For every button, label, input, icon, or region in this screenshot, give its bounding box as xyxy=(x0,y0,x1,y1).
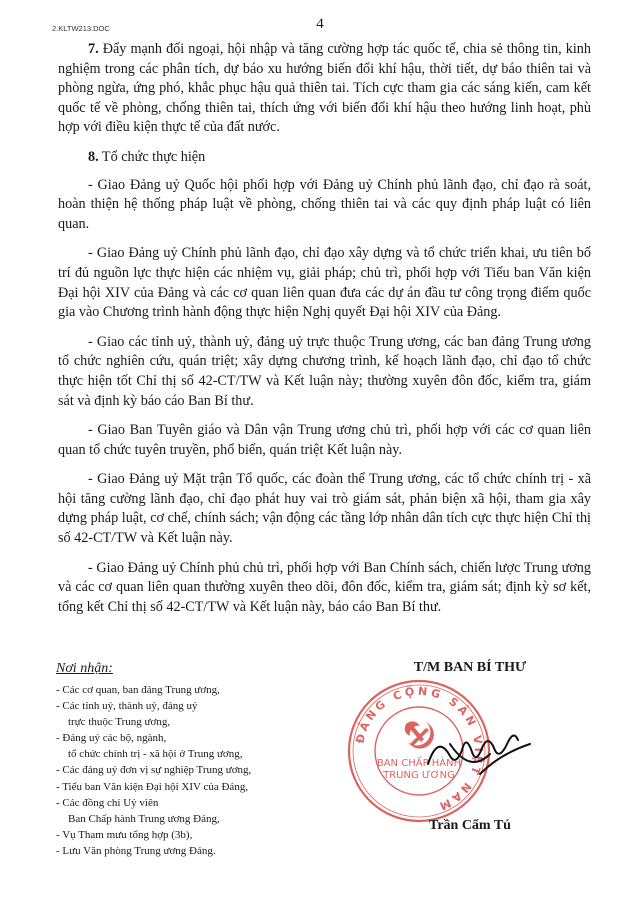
svg-text:TRUNG ƯƠNG: TRUNG ƯƠNG xyxy=(383,770,455,781)
recipient-item: - Tiểu ban Văn kiện Đại hội XIV của Đảng, xyxy=(56,780,249,793)
section-8-paragraph: - Giao Đảng uỷ Chính phủ lãnh đạo, chỉ đạo xây dựng và tổ chức triển khai, ưu tiên bố trí đủ nguồn lực thực hiện các nhiệm vụ, giải pháp; chủ trì, phối hợp với Tiểu ban Văn kiện Đại hội XIV của Đảng và các cơ quan liên quan đưa các dự án đầu tư công trọng điểm quốc gia vào Chương trình hành động thực hiện Nghị quyết Đại hội XIV của Đảng. xyxy=(58,245,591,321)
recipient-item: - Vụ Tham mưu tổng hợp (3b), xyxy=(56,828,193,841)
section-8-paragraph: - Giao Đảng uỷ Chính phủ chủ trì, phối hợp với Ban Chính sách, chiến lược Trung ương và các cơ quan liên quan thường xuyên theo dõi, đôn đốc, kiểm tra, giám sát; định kỳ sơ kết, tổng kết Chỉ thị số 42-CT/TW và Kết luận này, báo cáo Ban Bí thư. xyxy=(58,559,591,615)
signature-block xyxy=(330,660,600,860)
section-8-paragraph: - Giao Đảng uỷ Quốc hội phối hợp với Đảng uỷ Chính phủ lãnh đạo, chỉ đạo rà soát, hoàn thiện hệ thống pháp luật về phòng, chống thiên tai và các quy định pháp luật có liên quan. xyxy=(58,176,591,232)
recipient-item: tổ chức chính trị - xã hội ở Trung ương, xyxy=(68,748,243,761)
recipient-item: - Các đồng chí Uỷ viên xyxy=(56,796,159,809)
section-8-paragraph: - Giao Đảng uỷ Mặt trận Tổ quốc, các đoàn thể Trung ương, các tổ chức chính trị - xã hội tăng cường lãnh đạo, chỉ đạo phát huy vai trò giám sát, phản biện xã hội, tham gia xây dựng pháp luật, cơ chế, chính sách; vận động các tầng lớp nhân dân tích cực thực hiện Chỉ thị số 42-CT/TW và Kết luận này. xyxy=(58,471,591,547)
recipient-item: Ban Chấp hành Trung ương Đảng, xyxy=(68,812,220,825)
recipient-item: - Đảng uỷ các bộ, ngành, xyxy=(56,732,167,745)
section-8-paragraph: - Giao các tỉnh uỷ, thành uỷ, đảng uỷ trực thuộc Trung ương, các ban đảng Trung ương tổ chức nghiên cứu, quán triệt; xây dựng chương trình, kế hoạch lãnh đạo, chỉ đạo tổ chức thực hiện tốt Chỉ thị số 42-CT/TW và Kết luận này; thường xuyên đôn đốc, kiểm tra, giám sát và định kỳ báo cáo Ban Bí thư. xyxy=(58,333,591,409)
recipient-item: - Lưu Văn phòng Trung ương Đảng. xyxy=(56,844,216,857)
signer-title: T/M BAN BÍ THƯ xyxy=(413,660,527,675)
section-8-paragraph: - Giao Ban Tuyên giáo và Dân vận Trung ương chủ trì, phối hợp với các cơ quan liên quan tổ chức tuyên truyền, phổ biến, quán triệt Kết luận này. xyxy=(58,422,591,458)
recipient-item: - Các tỉnh uỷ, thành uỷ, đảng uỷ xyxy=(56,700,198,713)
section-8-title: Tổ chức thực hiện xyxy=(98,148,206,165)
document-body xyxy=(58,40,591,627)
recipients-block xyxy=(56,660,336,859)
recipient-item: - Các đảng uỷ đơn vị sự nghiệp Trung ương, xyxy=(56,764,252,777)
recipients-heading: Nơi nhận: xyxy=(56,661,113,676)
section-8-number: 8. xyxy=(88,148,99,165)
page-number: 4 xyxy=(316,16,324,32)
section-7-text: Đẩy mạnh đối ngoại, hội nhập và tăng cường hợp tác quốc tế, chia sẻ thông tin, kinh nghiệm trong các phân tích, dự báo xu hướng biến đổi khí hậu, thời tiết, dự báo thiên tai và phòng ngừa, ứng phó, khắc phục hậu quả thiên tai. Tích cực tham gia các sáng kiến, cam kết quốc tế về phòng, chống thiên tai, thích ứng với biến đổi khí hậu theo hướng linh hoạt, phù hợp với điều kiện thực tế của đất nước. xyxy=(58,41,591,136)
signer-name: Trần Cẩm Tú xyxy=(429,818,511,833)
section-7-number: 7. xyxy=(88,41,99,57)
paragraph-section-7 xyxy=(58,40,591,138)
svg-text:BAN CHẤP HÀNH: BAN CHẤP HÀNH xyxy=(376,758,462,769)
document-code: 2.KLTW213.DOC xyxy=(52,24,110,33)
recipient-item: trực thuộc Trung ương, xyxy=(68,716,171,729)
section-8-heading xyxy=(58,148,591,168)
svg-text:ĐẢNG CỘNG SẢN VIỆT NAM: ĐẢNG CỘNG SẢN VIỆT NAM xyxy=(353,684,486,814)
handwritten-signature-icon xyxy=(420,704,540,794)
recipient-item: - Các cơ quan, ban đảng Trung ương, xyxy=(56,684,220,696)
